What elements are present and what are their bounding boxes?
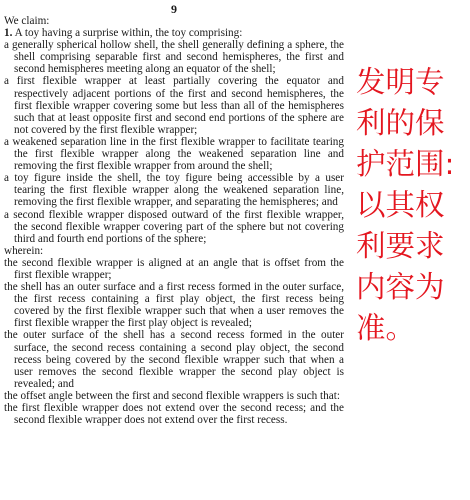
claim-element: a first flexible wrapper at least partially covering the equator and respectively adjacent portions of the first and second hemispheres, the first flexible wrapper covering some but less than all of the hemispheres such that at least opposite first and second end portions of the sphere are not covered by the first flexible wrapper; [4,75,344,136]
claim-element: a toy figure inside the shell, the toy figure being accessible by a user tearing the first flexible wrapper along the weakened separation line, removing the first flexible wrapper, and separating the hemispheres; and [4,172,344,209]
claim-number: 1. [4,27,13,40]
claim-1-intro [4,27,344,39]
claim-intro-text: A toy having a surprise within, the toy comprising: [14,27,243,40]
claim-element: a second flexible wrapper disposed outward of the first flexible wrapper, the second flexible wrapper covering part of the sphere but not covering third and fourth end portions of the sphere; [4,208,344,245]
wherein-clause: the outer surface of the shell has a second recess formed in the outer surface, the second recess containing a second play object, the second recess being covered by the second flexible wrapper such that when a user removes the second flexible wrapper the second play object is revealed; and [4,329,344,390]
wherein-clause: the offset angle between the first and second flexible wrappers is such that: [4,389,340,402]
side-annotation: 发明专利的保护范围:以其权利要求内容为准。 [356,65,455,345]
claim-element: a generally spherical hollow shell, the shell generally defining a sphere, the shell comprising separable first and second hemispheres, the first and second hemispheres meeting along an equator of the shell; [4,39,344,76]
page-number: 9 [171,4,177,16]
claim-element: a weakened separation line in the first flexible wrapper to facilitate tearing the first flexible wrapper along the weakened separation line and removing the first flexible wrapper from around the shell; [4,135,344,173]
wherein-clause: the shell has an outer surface and a first recess formed in the outer surface, the first recess containing a first play object, the first recess being covered by the first flexible wrapper such that when a user removes the first flexible wrapper the first play object is revealed; [4,281,344,330]
wherein-clause: the first flexible wrapper does not extend over the second recess; and the second flexible wrapper does not extend over the first recess. [4,402,344,427]
wherein-label: wherein: [4,244,44,257]
wherein-clause: the second flexible wrapper is aligned at an angle that is offset from the first flexible wrapper; [4,256,344,281]
claims-text [4,15,344,426]
claims-heading: We claim: [4,15,50,27]
patent-claims-page [4,4,344,496]
